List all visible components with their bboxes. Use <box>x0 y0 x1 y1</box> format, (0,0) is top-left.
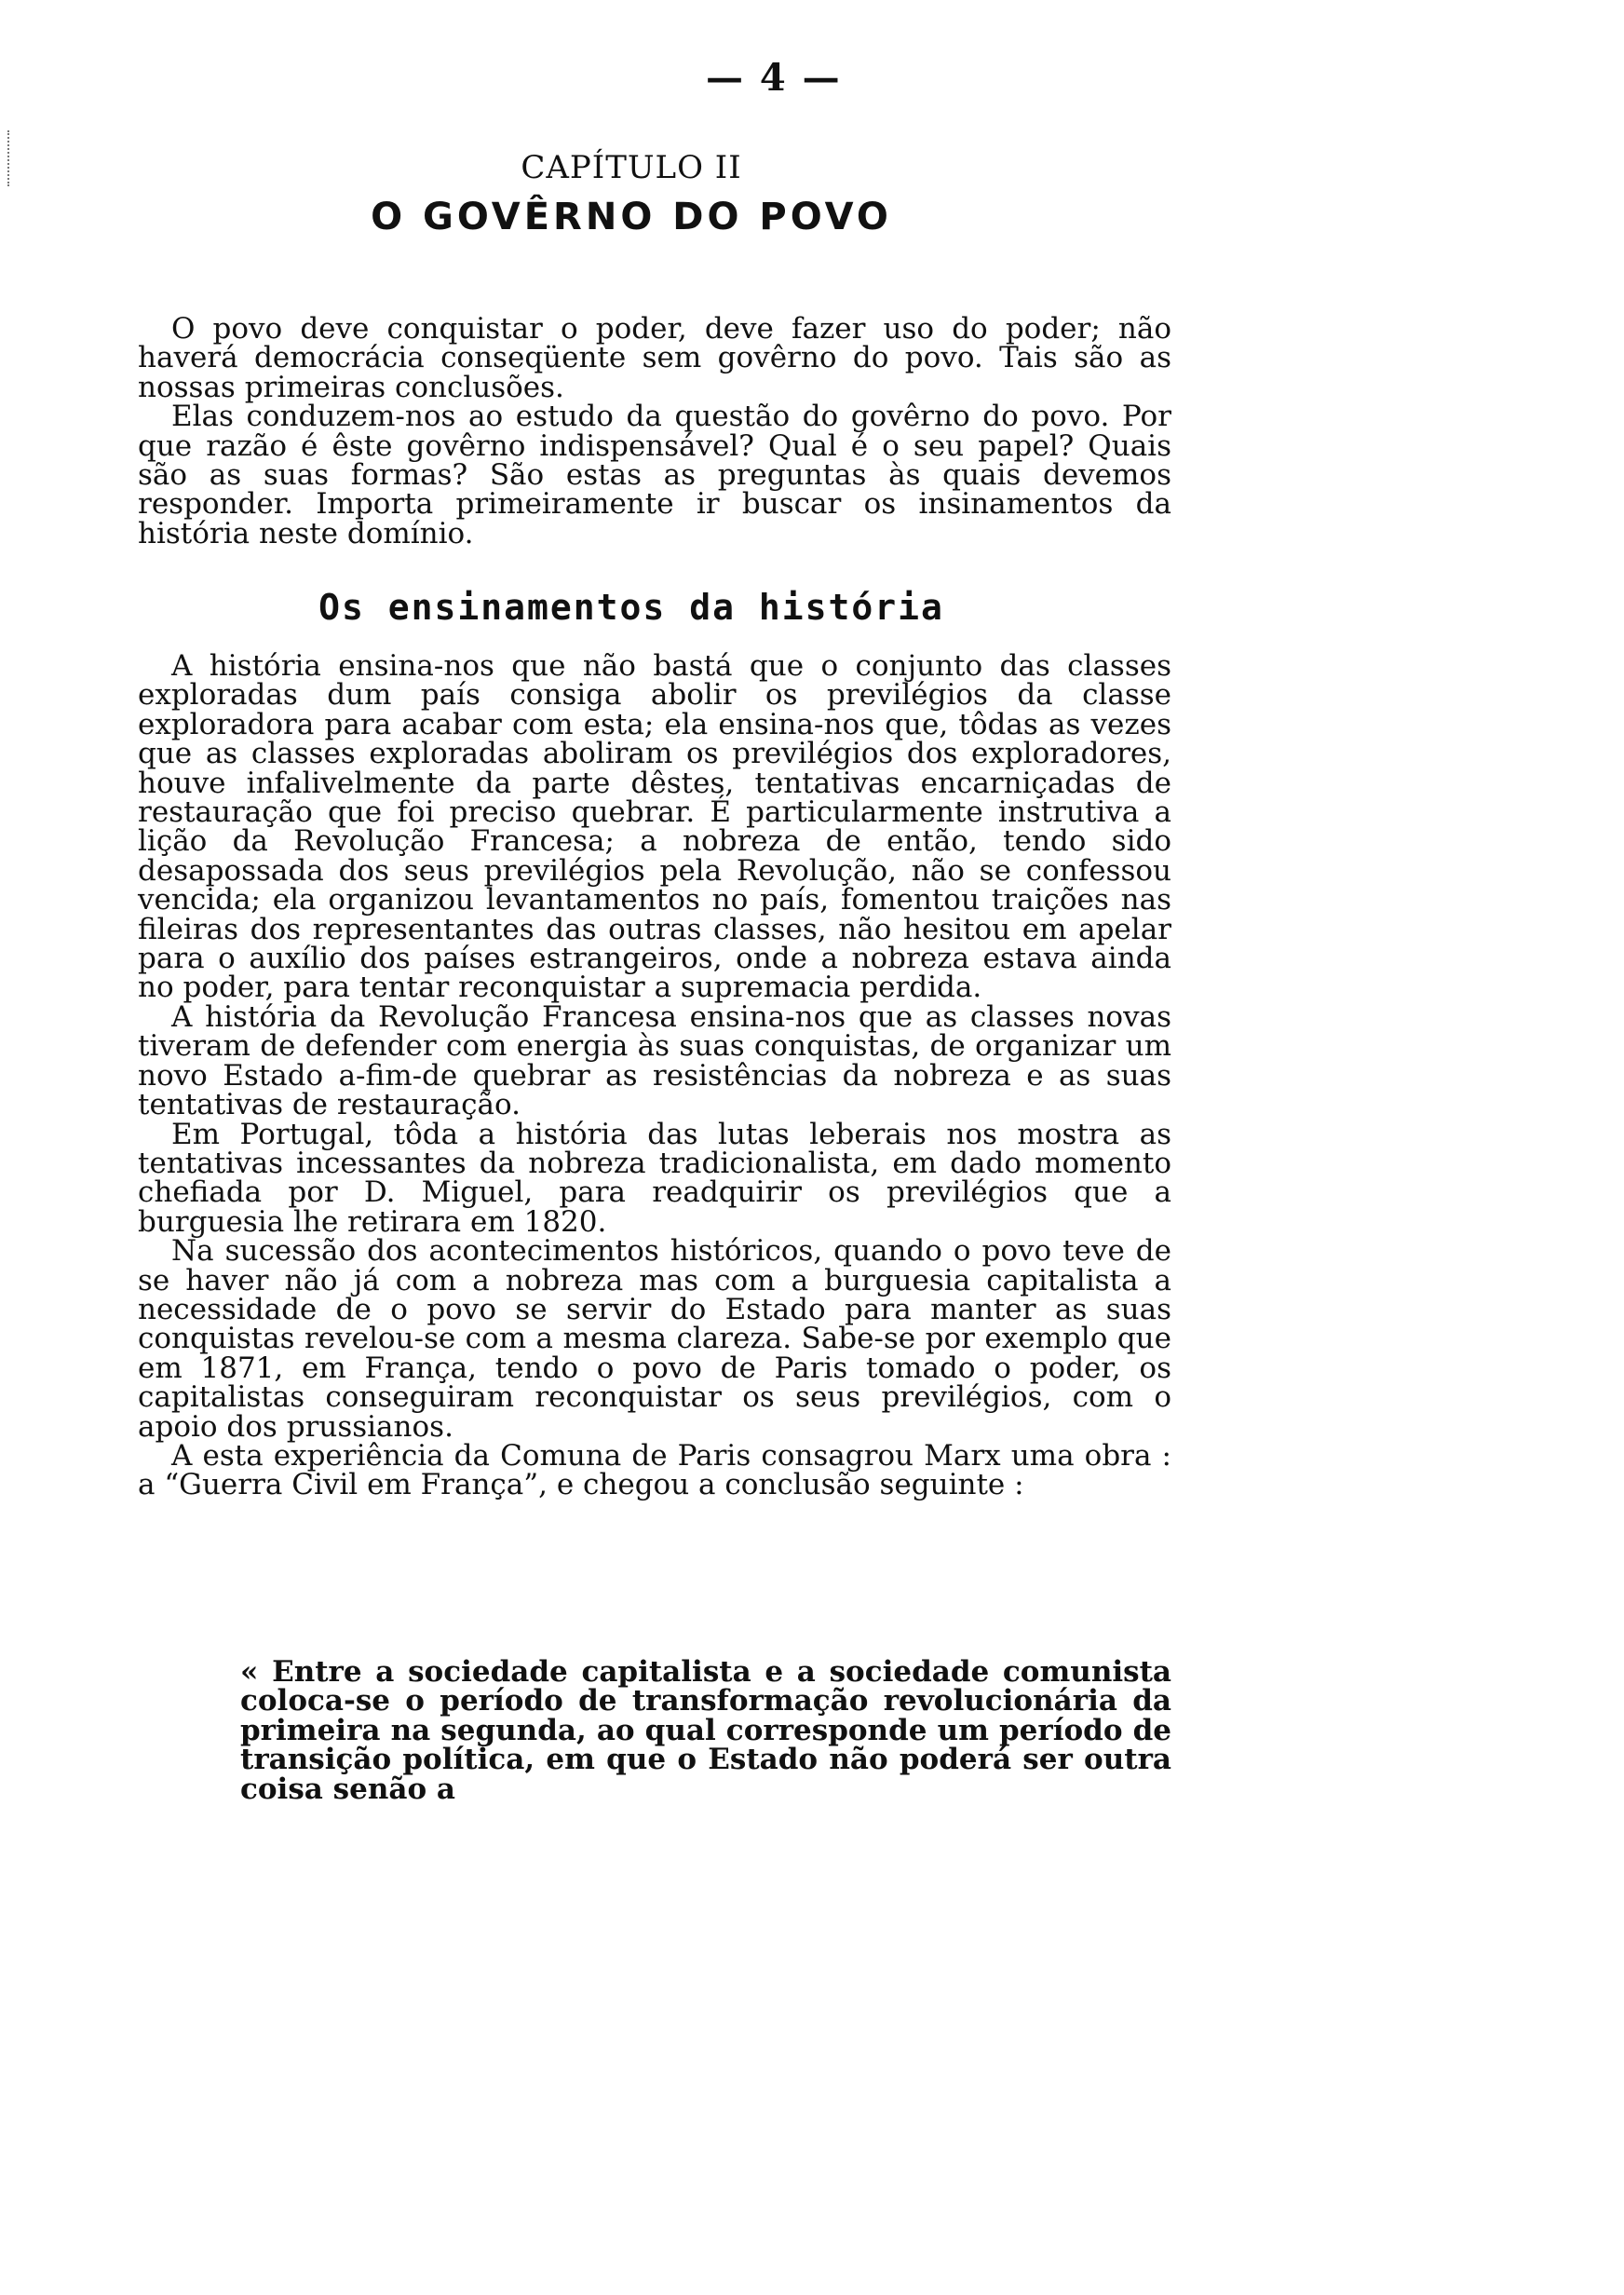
body-paragraph: Na sucessão dos acontecimentos históricos, quando o povo teve de se haver não já com a nobreza mas com a burguesia capitalista a necessidade de o povo se servir do Estado para manter as suas conquistas revelou-se com a mesma clareza. Sabe-se por exemplo que em 1871, em França, tendo o povo de Paris tomado o poder, os capitalistas conseguiram reconquistar os seus previlégios, com o apoio dos prussianos. <box>138 1234 1171 1444</box>
body-paragraph: A história ensina-nos que não bastá que o conjunto das classes exploradas dum país consiga abolir os previlégios da classe exploradora para acabar com esta; ela ensina-nos que, tôdas as vezes que as classes exploradas aboliram os previlégios dos exploradores, houve infalivelmente da parte dêstes, tentativas encarniçadas de restauração que foi preciso quebrar. É particularmente instrutiva a lição da Revolução Francesa; a nobreza de então, tendo sido desapossada dos seus previlégios pela Revolução, não se confessou vencida; ela organizou levantamentos no país, fomentou traições nas fileiras dos representantes das outras classes, não hesitou em apelar para o auxílio dos países estrangeiros, onde a nobreza estava ainda no poder, para tentar reconquistar a supremacia perdida. <box>138 649 1171 1005</box>
chapter-title: O GOVÊRNO DO POVO <box>371 196 892 238</box>
intro-paragraph: Elas conduzem-nos ao estudo da questão do govêrno do povo. Por que razão é êste govêrno indispensável? Qual é o seu papel? Quais são as suas formas? São estas as preguntas às quais devemos responder. Importa primeiramente ir buscar os insinamentos da história neste domínio. <box>138 400 1171 550</box>
body-paragraph: A esta experiência da Comuna de Paris consagrou Marx uma obra : a “Guerra Civil em França”, e chegou a conclusão seguinte : <box>138 1438 1171 1502</box>
body-paragraph: Em Portugal, tôda a história das lutas leberais nos mostra as tentativas incessantes da nobreza tradicionalista, em dado momento chefiada por D. Miguel, para readquirir os previlégios que a burguesia lhe retirara em 1820. <box>138 1117 1171 1239</box>
body-paragraph: A história da Revolução Francesa ensina-nos que as classes novas tiveram de defender com energia às suas conquistas, de organizar um novo Estado a-fim-de quebrar as resistências da nobreza e as suas tentativas de restauração. <box>138 999 1171 1122</box>
section-heading: Os ensinamentos da história <box>318 587 944 628</box>
body-text <box>138 649 1171 1502</box>
intro-paragraph: O povo deve conquistar o poder, deve fazer uso do poder; não haverá democrácia conseqüente sem govêrno do povo. Tais são as nossas primeiras conclusões. <box>138 312 1171 404</box>
intro-text <box>138 312 1171 550</box>
page-number: — 4 — <box>706 56 842 100</box>
chapter-label: CAPÍTULO II <box>521 149 742 186</box>
margin-marks <box>7 130 13 186</box>
block-quote: « Entre a sociedade capitalista e a sociedade comunista coloca-se o período de transformação revolucionária da primeira na segunda, ao qual corresponde um período de transição política, em que o Estado não poderá ser outra coisa senão a <box>240 1655 1171 1806</box>
